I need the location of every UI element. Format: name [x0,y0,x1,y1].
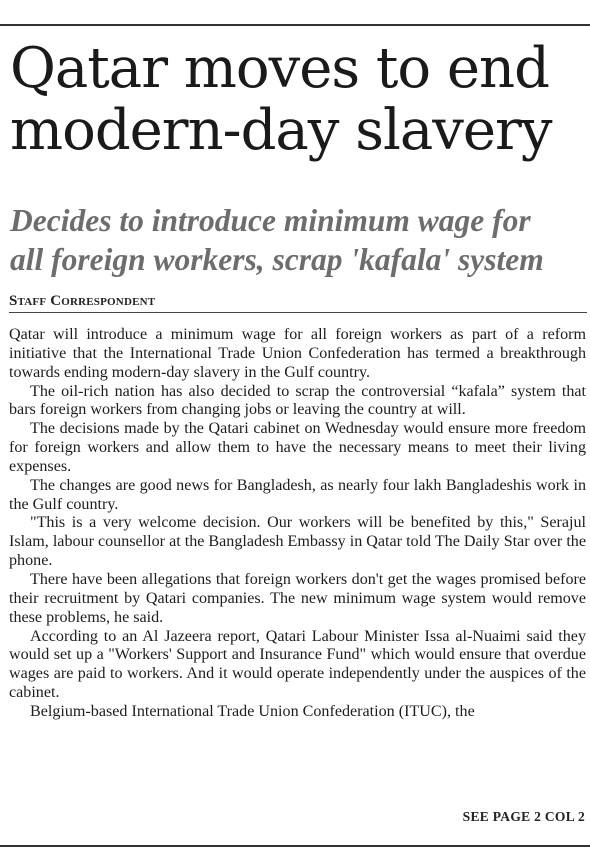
paragraph-7: According to an Al Jazeera report, Qatari Labour Minister Issa al-Nuaimi said they would set up a "Workers' Support and Insurance Fund" which would ensure that overdue wages are paid to workers. And it would operate independently under the auspices of the cabinet. [9,627,586,702]
byline-rule [9,312,587,313]
deck-subheadline [10,201,590,279]
top-rule [0,24,590,26]
byline: Staff Correspondent [9,293,156,309]
paragraph-4: The changes are good news for Bangladesh, as nearly four lakh Bangladeshis work in the Gulf country. [9,476,586,513]
top-strip-text [148,0,154,3]
paragraph-1: Qatar will introduce a minimum wage for all foreign workers as part of a reform initiative that the International Trade Union Confederation has termed a breakthrough towards ending modern-day slavery in the Gulf country. [9,326,586,381]
article-body [9,326,586,722]
paragraph-2: The oil-rich nation has also decided to scrap the controversial “kafala” system that bars foreign workers from changing jobs or leaving the country at will. [9,382,586,419]
deck-line-1: Decides to introduce minimum wage for [10,203,531,238]
bottom-rule [0,845,590,847]
top-strip [0,0,590,22]
headline [10,38,590,162]
paragraph-3: The decisions made by the Qatari cabinet on Wednesday would ensure more freedom for foreign workers and allow them to have the necessary means to meet their living expenses. [9,420,586,475]
paragraph-5: "This is a very welcome decision. Our workers will be benefited by this," Serajul Islam, labour counsellor at the Bangladesh Embassy in Qatar told The Daily Star over the phone. [9,514,586,570]
paragraph-8: Belgium-based International Trade Union Confederation (ITUC), the [30,702,475,720]
deck-line-2: all foreign workers, scrap 'kafala' system [10,242,544,277]
continuation-link[interactable]: SEE PAGE 2 COL 2 [462,809,585,824]
paragraph-6: There have been allegations that foreign workers don't get the wages promised before their recruitment by Qatari companies. The new minimum wage system would remove these problems, he said. [9,570,586,626]
headline-line-2: modern-day slavery [10,98,552,163]
headline-line-1: Qatar moves to end [10,36,549,101]
